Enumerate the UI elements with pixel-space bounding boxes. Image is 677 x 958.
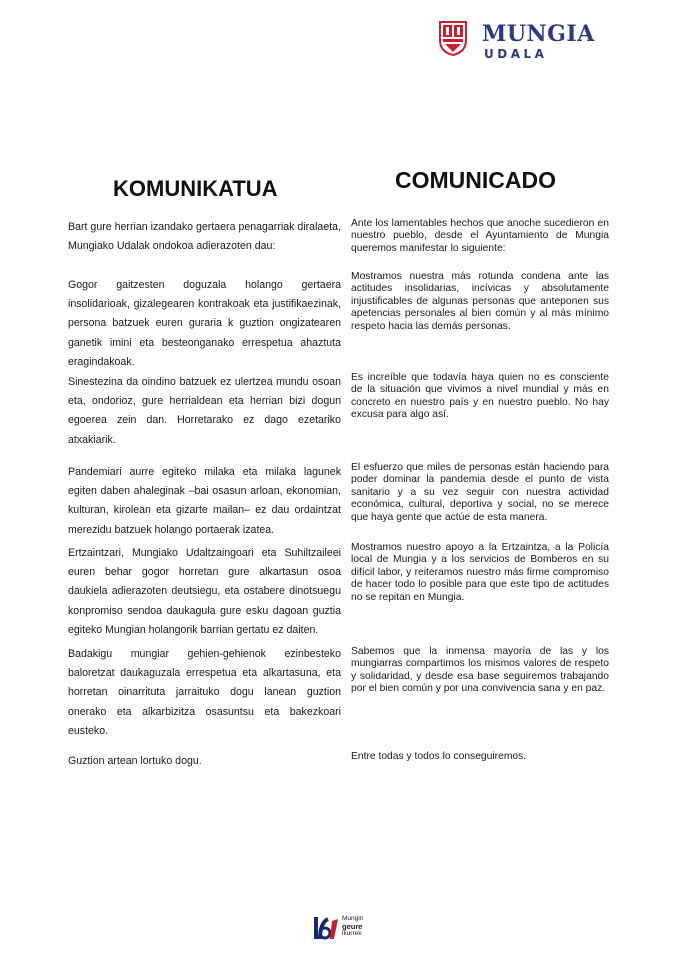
title-basque: KOMUNIKATUA — [113, 176, 278, 201]
spanish-paragraph: El esfuerzo que miles de personas están haciendo para poder dominar la pandemia desde el punto de vista sanitario y a su vez seguir con nuestra actividad económica, cultural, deportiva y social, no se merece que haya gente que actúe de esta manera. — [351, 462, 609, 523]
basque-paragraph: Ertzaintzari, Mungiako Udaltzaingoari eta Suhiltzaileei euren behar gogor horretan gure alkartasun osoa daukiela adierazoten deutsiegu, eta ostabere dinotsuegu konpromiso sendoa daukagula gure esku dagoan guztia egiteko Mungian holangorik barrian gertatu ez daiten. — [68, 547, 341, 636]
campaign-mark-icon — [312, 913, 340, 943]
logo-name: MUNGIA — [482, 21, 595, 47]
title-spanish: COMUNICADO — [395, 167, 556, 193]
footer-line-1: Mungin — [342, 915, 364, 922]
logo-subtitle: UDALA — [484, 47, 548, 61]
spanish-paragraph: Entre todas y todos lo conseguiremos. — [351, 751, 527, 762]
footer-line-3: ikurrek — [342, 930, 362, 937]
basque-paragraph: Badakigu mungiar gehien-gehienok ezinbesteko baloretzat daukaguzala errespetua eta alkartasuna, eta horretan oinarrituta jarraituko dogu lanean guztion onerako eta alkarbizitza osasuntsu eta bakezkoari eusteko. — [68, 648, 341, 737]
basque-paragraph: Gogor gaitzesten doguzala holango gertaera insolidarioak, gizalegearen kontrakoak eta justifikaezinak, persona batzuek euren guraria k guztion ongizatearen ganetik imini eta besteonganako errespetua ahaztuta eragindakoak. — [68, 279, 341, 368]
basque-paragraph: Guztion artean lortuko dogu. — [68, 755, 202, 767]
footer-line-2: geure — [342, 921, 363, 931]
basque-paragraph: Bart gure herrian izandako gertaera penagarriak diralaeta, Mungiako Udalak ondokoa adierazoten dau: — [68, 221, 341, 253]
mungia-udala-logo — [438, 20, 595, 61]
mungin-geure-ikurrek-logo — [312, 913, 382, 945]
basque-paragraph: Pandemiari aurre egiteko milaka eta milaka lagunek egiten daben ahaleginak –bai osasun arloan, ekonomian, kulturan, kirolean eta gizarte mailan– ez dau ordaintzat merezidu batzuek holango portaerak izatea. — [68, 466, 341, 536]
spanish-paragraph: Mostramos nuestro apoyo a la Ertzaintza, a la Policía local de Mungia y a los servicios de Bomberos en su difícil labor, y reiteramos nuestro más firme compromiso de hacer todo lo posible para que este tipo de actitudes no se repitan en Mungia. — [351, 542, 609, 603]
coat-of-arms-icon — [438, 20, 468, 56]
basque-paragraph: Sinestezina da oindino batzuek ez ulertzea mundu osoan eta, ondorioz, gure herrialdean eta herrian bizi dogun egoerea zein dan. Horretarako ez dago ezetariko atxakiarik. — [68, 376, 341, 446]
spanish-paragraph: Sabemos que la inmensa mayoría de las y los mungiarras compartimos los mismos valores de respeto y solidaridad, y desde esa base seguiremos trabajando por el bien común y por una convivencia sana y en paz. — [351, 646, 609, 695]
spanish-paragraph: Es increíble que todavía haya quien no es consciente de la situación que vivimos a nivel mundial y más en concreto en nuestro país y en nuestro pueblo. No hay excusa para algo así. — [351, 372, 609, 421]
spanish-paragraph: Ante los lamentables hechos que anoche sucedieron en nuestro pueblo, desde el Ayuntamiento de Mungia queremos manifestar lo siguiente: — [351, 218, 609, 254]
spanish-paragraph: Mostramos nuestra más rotunda condena ante las actitudes insolidarias, incívicas y absolutamente injustificables de algunas personas que anteponen sus apetencias personales al bien común y al más mínimo respeto hacia las demás personas. — [351, 271, 609, 332]
footer-logo-text — [342, 915, 363, 938]
